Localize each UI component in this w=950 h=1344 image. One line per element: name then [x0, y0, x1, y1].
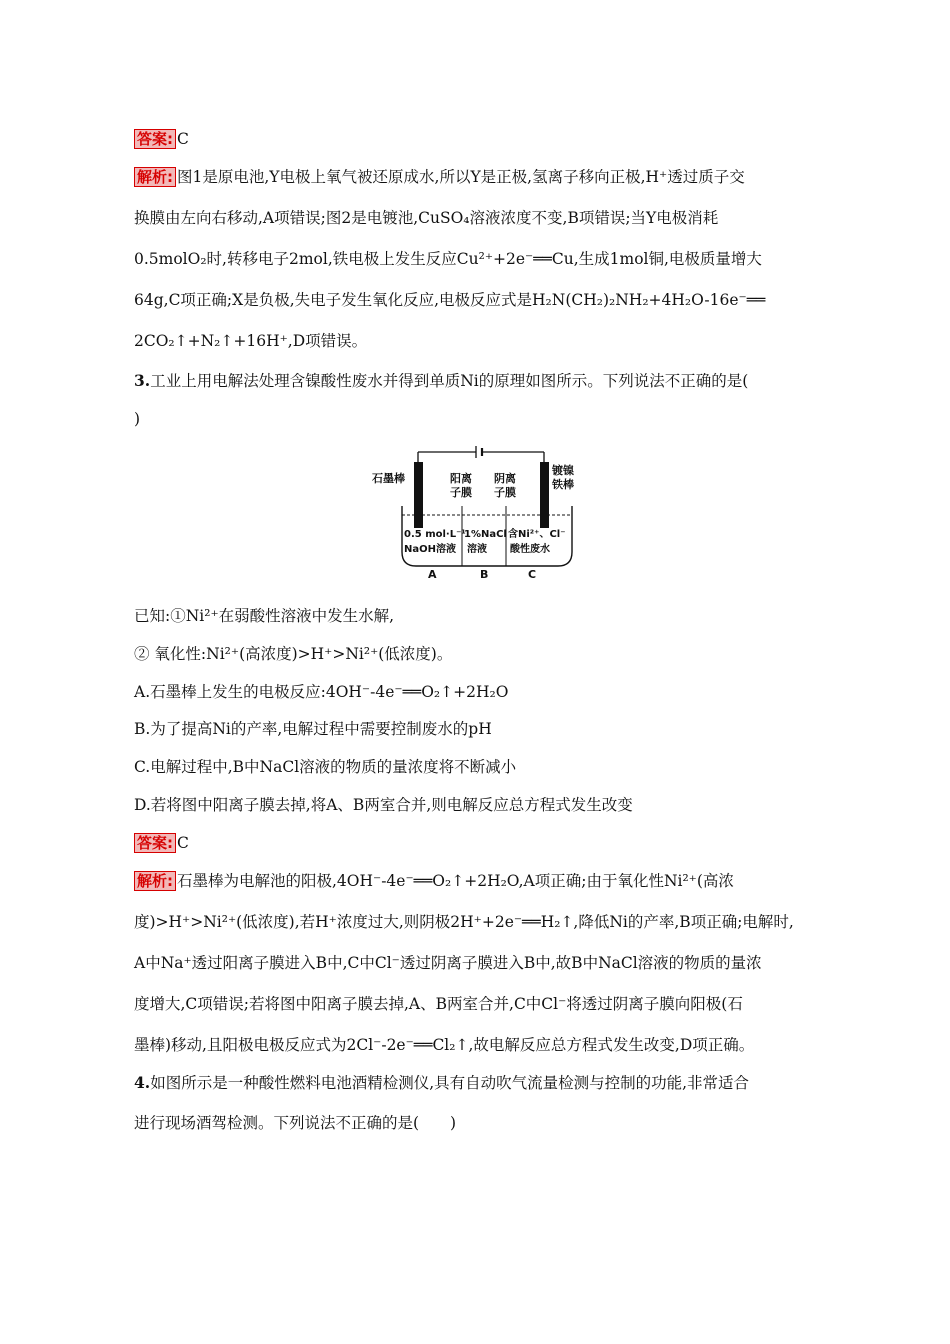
room-a-solution-2: NaOH溶液	[404, 544, 456, 555]
q3-analysis-line-5: 墨棒)移动,且阳极电极反应式为2Cl⁻-2e⁻══Cl₂↑,故电解反应总方程式发生改变,D项正确。	[134, 1036, 755, 1054]
q2-analysis-line-3: 0.5molO₂时,转移电子2mol,铁电极上发生反应Cu²⁺+2e⁻══Cu,生成1mol铜,电极质量增大	[134, 250, 762, 268]
graphite-electrode	[414, 462, 423, 528]
nickel-plated-iron-electrode	[540, 462, 549, 528]
answer-tag: 答案:	[134, 833, 176, 853]
q3-number: 3.	[134, 371, 151, 390]
q2-answer: C	[177, 130, 189, 148]
q2-analysis-line-2: 换膜由左向右移动,A项错误;图2是电镀池,CuSO₄溶液浓度不变,B项错误;当Y电极消耗	[134, 209, 719, 227]
q3-known-1: 已知:①Ni²⁺在弱酸性溶液中发生水解,	[134, 607, 395, 625]
q3-option-a: A.石墨棒上发生的电极反应:4OH⁻-4e⁻══O₂↑+2H₂O	[134, 683, 509, 701]
q3-stem-line-1	[134, 370, 830, 392]
electrolysis-diagram	[370, 444, 585, 584]
q4-stem-line-1	[134, 1072, 830, 1094]
q2-analysis-line-5: 2CO₂↑+N₂↑+16H⁺,D项错误。	[134, 332, 368, 350]
q2-analysis-line-1	[134, 166, 830, 188]
q2-analysis-text: 图1是原电池,Y电极上氧气被还原成水,所以Y是正极,氢离子移向正极,H⁺透过质子交	[177, 168, 745, 186]
q3-analysis-line-3: A中Na⁺透过阳离子膜进入B中,C中Cl⁻透过阴离子膜进入B中,故B中NaCl溶液的物质的量浓	[134, 954, 762, 972]
graphite-label: 石墨棒	[372, 472, 405, 485]
q3-analysis-line-2: 度)>H⁺>Ni²⁺(低浓度),若H⁺浓度过大,则阴极2H⁺+2e⁻══H₂↑,降低Ni的产率,B项正确;电解时,	[134, 913, 794, 931]
q3-stem-text: 工业上用电解法处理含镍酸性废水并得到单质Ni的原理如图所示。下列说法不正确的是(	[150, 372, 749, 390]
q3-option-d: D.若将图中阳离子膜去掉,将A、B两室合并,则电解反应总方程式发生改变	[134, 796, 633, 814]
q4-stem-line-2: 进行现场酒驾检测。下列说法不正确的是( )	[134, 1114, 457, 1132]
electrode-label-2: 铁棒	[552, 478, 574, 491]
anion-membrane-label-1: 阴离	[494, 472, 516, 485]
q3-known-2: ② 氧化性:Ni²⁺(高浓度)>H⁺>Ni²⁺(低浓度)。	[134, 645, 453, 663]
q2-answer-line	[134, 128, 830, 150]
q3-stem-line-2: )	[134, 410, 141, 428]
analysis-tag: 解析:	[134, 167, 176, 187]
room-b-solution-1: 1%NaCl	[464, 529, 507, 540]
electrode-label-1: 镀镍	[552, 464, 574, 477]
room-c-solution-1: 含Ni²⁺、Cl⁻	[508, 529, 566, 540]
q4-stem-text: 如图所示是一种酸性燃料电池酒精检测仪,具有自动吹气流量检测与控制的功能,非常适合	[150, 1074, 750, 1092]
q3-analysis-line-4: 度增大,C项错误;若将图中阳离子膜去掉,A、B两室合并,C中Cl⁻将透过阴离子膜向阳极(石	[134, 995, 743, 1013]
q3-option-b: B.为了提高Ni的产率,电解过程中需要控制废水的pH	[134, 720, 492, 738]
q4-number: 4.	[134, 1073, 151, 1092]
room-b-solution-2: 溶液	[467, 544, 487, 555]
answer-tag: 答案:	[134, 129, 176, 149]
room-c-solution-2: 酸性废水	[510, 544, 550, 555]
q3-answer: C	[177, 834, 189, 852]
room-a-label: A	[428, 568, 437, 581]
q3-option-c: C.电解过程中,B中NaCl溶液的物质的量浓度将不断减小	[134, 758, 517, 776]
q3-analysis-line-1	[134, 870, 830, 892]
electrolysis-figure	[370, 444, 585, 584]
anion-membrane-label-2: 子膜	[494, 486, 516, 499]
cation-membrane-label-1: 阳离	[450, 472, 472, 485]
q2-analysis-line-4: 64g,C项正确;X是负极,失电子发生氧化反应,电极反应式是H₂N(CH₂)₂NH₂+4H₂O-16e⁻══	[134, 291, 766, 309]
analysis-tag: 解析:	[134, 871, 176, 891]
room-a-solution-1: 0.5 mol·L⁻¹	[404, 529, 466, 540]
q3-analysis-text: 石墨棒为电解池的阳极,4OH⁻-4e⁻══O₂↑+2H₂O,A项正确;由于氧化性Ni²⁺(高浓	[177, 872, 734, 890]
q3-answer-line	[134, 832, 830, 854]
cation-membrane-label-2: 子膜	[450, 486, 472, 499]
room-c-label: C	[528, 568, 537, 581]
room-b-label: B	[480, 568, 489, 581]
